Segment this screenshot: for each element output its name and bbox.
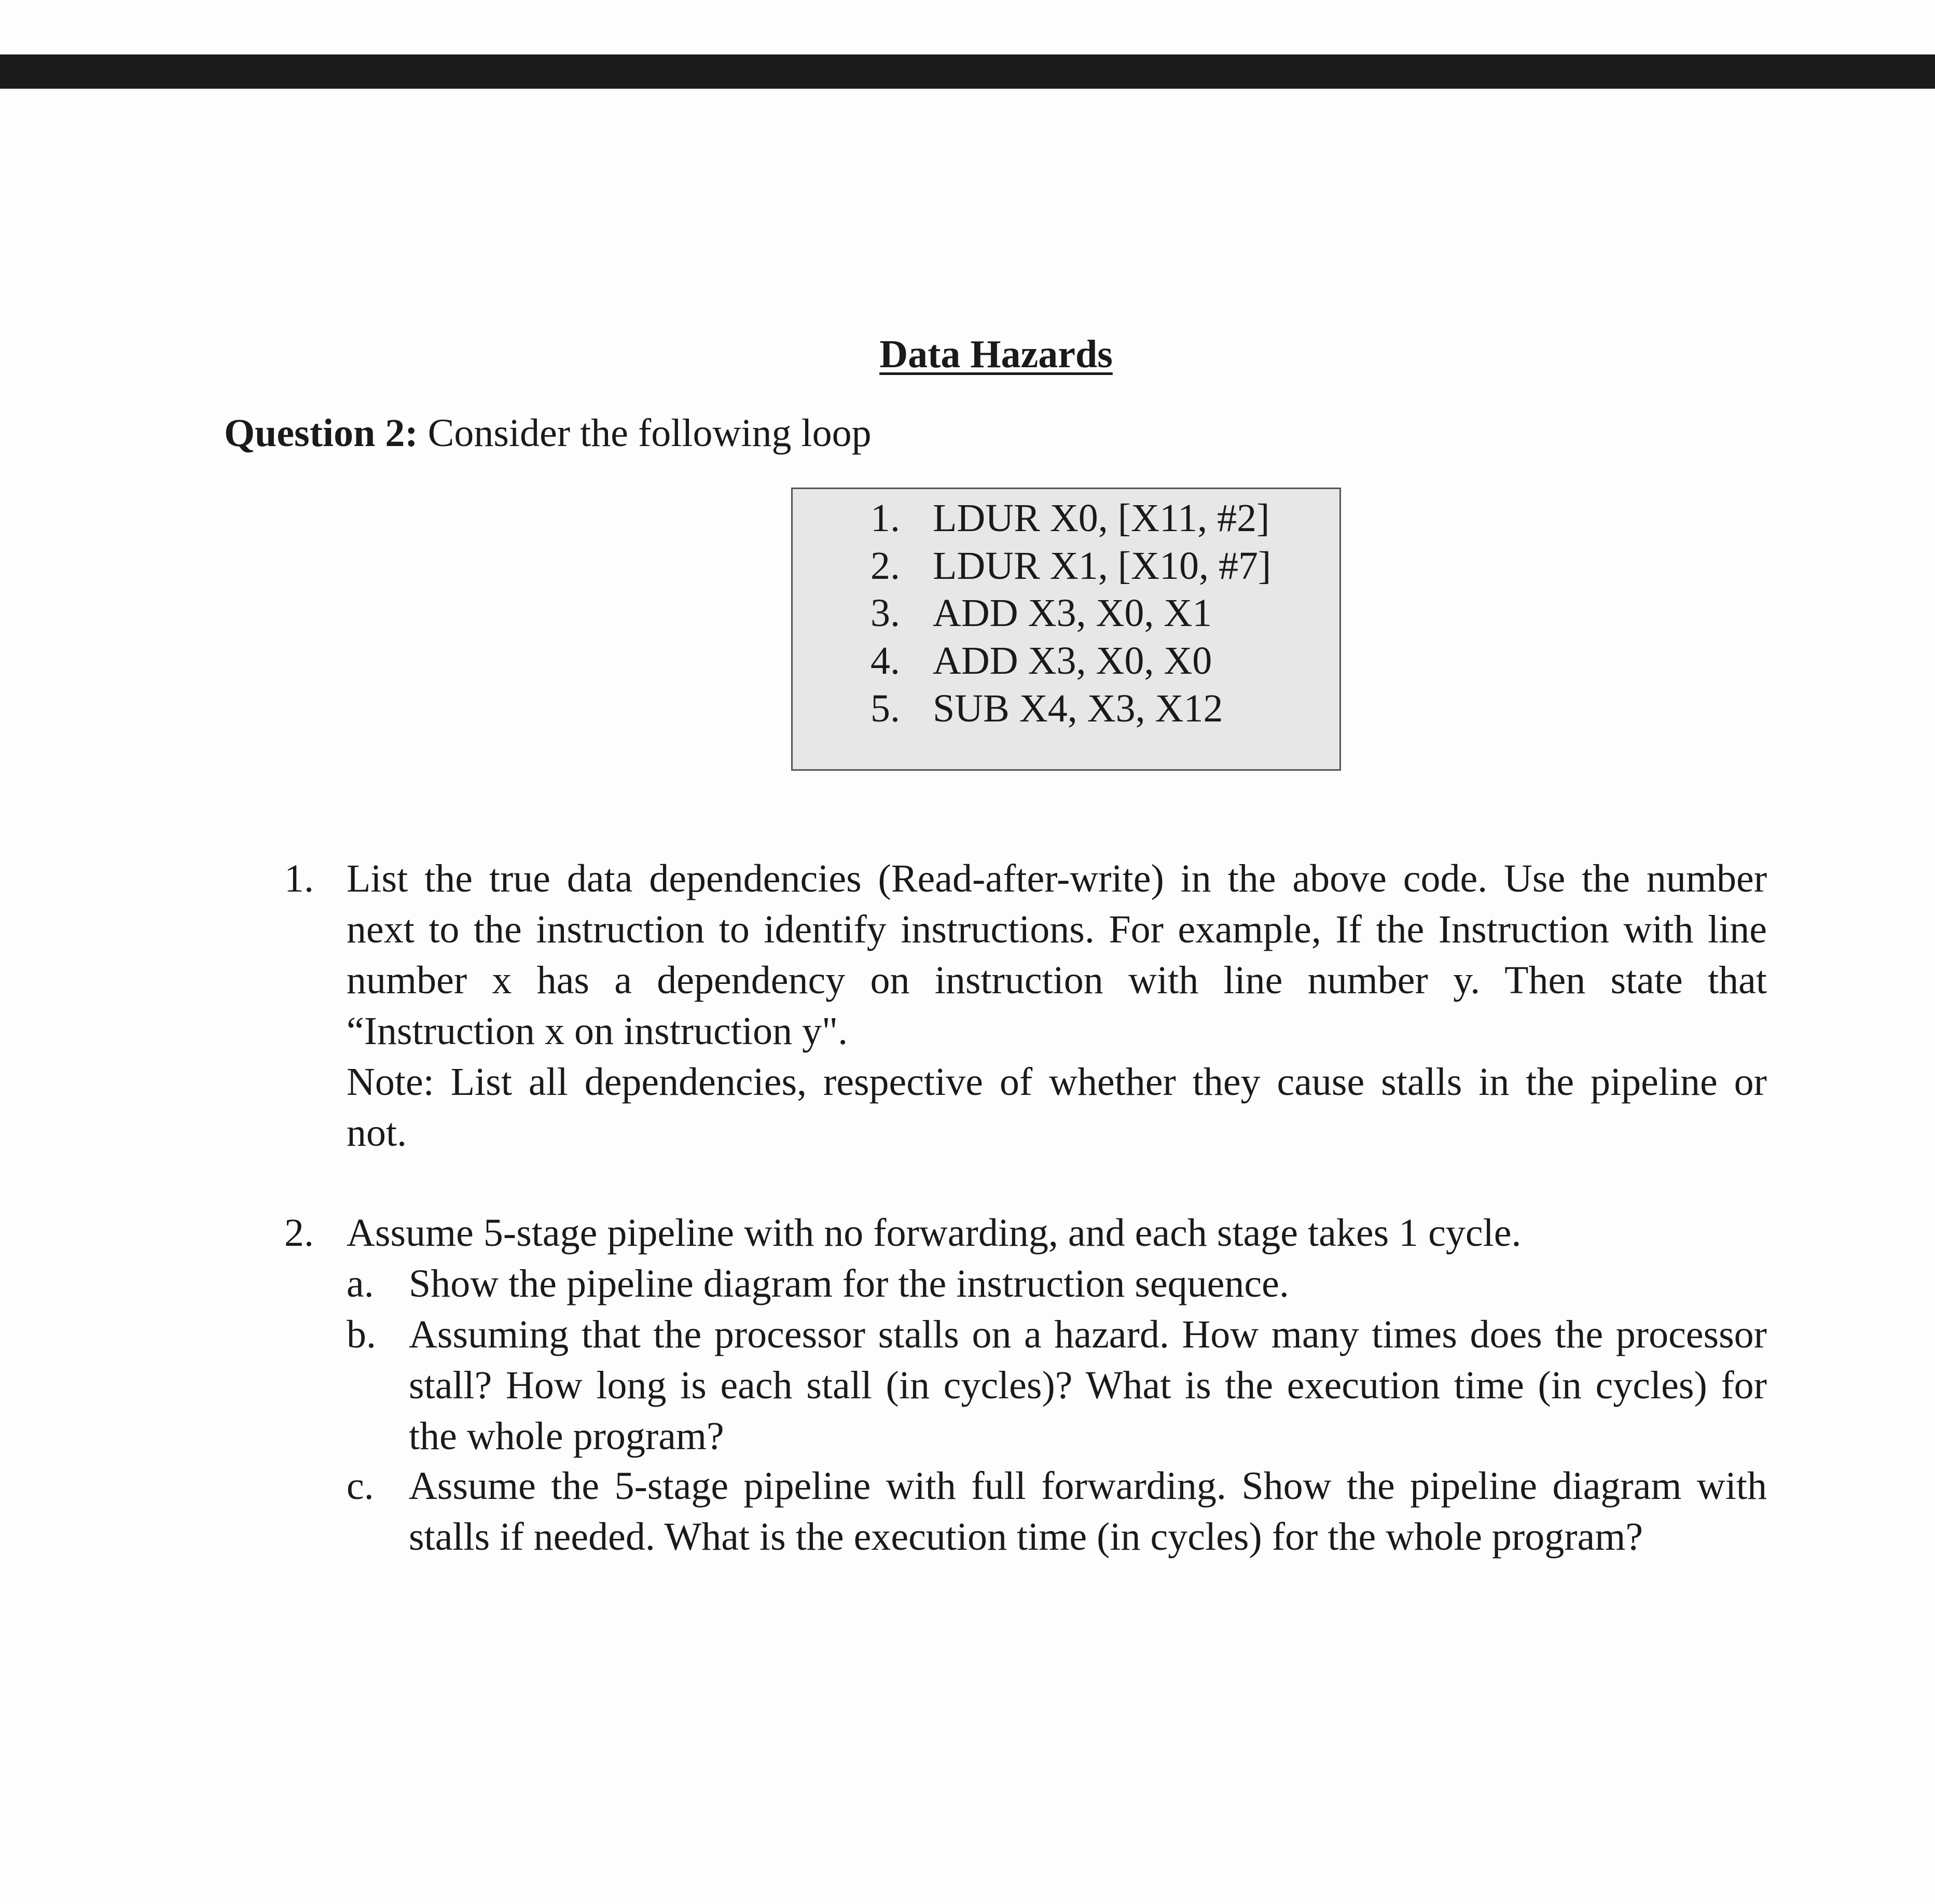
subitem-c-line: stalls if needed. What is the execution time (in cycles) for the whole program? [409,1515,1643,1559]
subitem-c-text [409,1461,1767,1562]
subitem-c-letter: c. [347,1464,374,1508]
item-1-line: List the true data dependencies (Read-after-write) in the above code. Use the number [347,857,1767,900]
subitem-a-text [409,1258,1767,1309]
code-line-number: 3. [870,591,900,635]
item-1-line: next to the instruction to identify instructions. For example, If the Instruction with line [347,908,1767,951]
question-label: Question 2: [224,411,418,455]
code-line-number: 4. [870,639,900,683]
subitem-b-line: the whole program? [409,1414,724,1458]
item-2-text: Assume 5-stage pipeline with no forwarding, and each stage takes 1 cycle. [347,1211,1522,1255]
code-line-text: ADD X3, X0, X1 [933,591,1212,635]
item-1-line: Note: List all dependencies, respective of whether they cause stalls in the pipeline or [347,1060,1767,1104]
code-line-text: LDUR X1, [X10, #7] [933,544,1271,588]
code-line-text: ADD X3, X0, X0 [933,639,1212,683]
question-heading [224,411,872,456]
code-line-number: 2. [870,544,900,588]
question-text: Consider the following loop [418,411,872,455]
top-bar [0,54,1935,89]
code-line-3 [870,593,1212,633]
code-line-number: 5. [870,687,900,730]
item-1-number: 1. [284,857,314,900]
page-title: Data Hazards [879,332,1113,376]
code-line-text: SUB X4, X3, X12 [933,687,1223,730]
subitem-b-line: stall? How long is each stall (in cycles)? What is the execution time (in cycles) for [409,1364,1767,1407]
code-line-5 [870,689,1223,728]
subitem-b-letter: b. [347,1313,376,1356]
code-line-2 [870,546,1271,586]
subitem-a-letter: a. [347,1262,374,1305]
subitem-b-text [409,1309,1767,1462]
subitem-b-line: Assuming that the processor stalls on a hazard. How many times does the processor [409,1313,1767,1356]
item-2-number: 2. [284,1211,314,1255]
code-line-text: LDUR X0, [X11, #2] [933,496,1270,540]
item-1-text [347,853,1767,1158]
subitem-c-line: Assume the 5-stage pipeline with full forwarding. Show the pipeline diagram with [409,1464,1767,1508]
item-1-line: not. [347,1111,407,1155]
code-line-1 [870,498,1269,538]
subitem-a-line: Show the pipeline diagram for the instruction sequence. [409,1262,1289,1305]
code-line-number: 1. [870,496,900,540]
code-line-4 [870,639,1212,683]
code-box [791,488,1341,771]
item-1-line: number x has a dependency on instruction with line number y. Then state that [347,958,1767,1002]
item-1-line: “Instruction x on instruction y". [347,1009,848,1053]
